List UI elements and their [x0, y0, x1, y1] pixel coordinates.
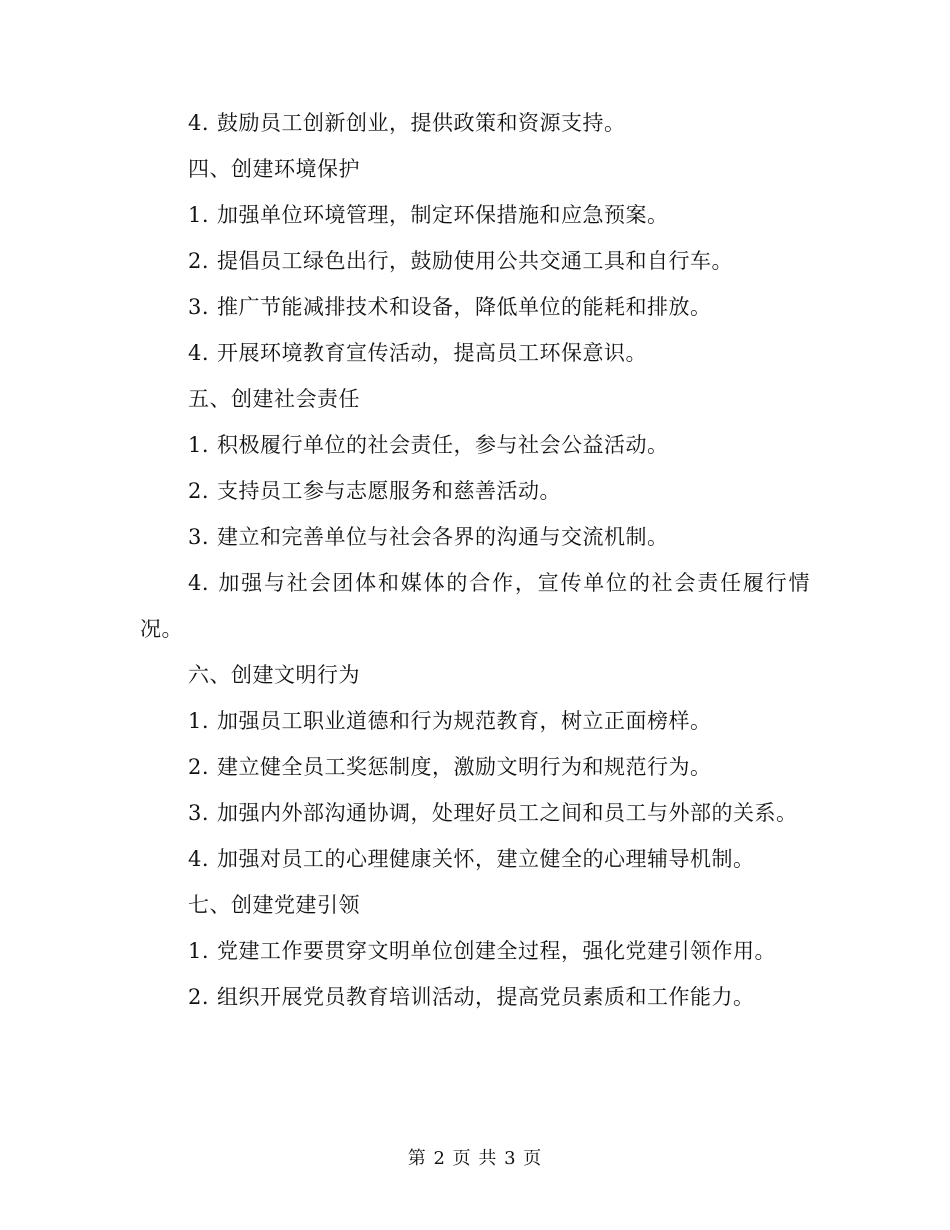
- list-item: [140, 836, 810, 882]
- list-item-number: 2.: [188, 755, 210, 779]
- section-heading-text: 五、创建社会责任: [188, 387, 360, 411]
- list-item: [140, 698, 810, 744]
- list-item-text: 鼓励员工创新创业，提供政策和资源支持。: [217, 111, 626, 135]
- list-item-text: 积极履行单位的社会责任，参与社会公益活动。: [217, 433, 669, 457]
- section-heading-text: 四、创建环境保护: [188, 157, 360, 181]
- section-heading-text: 六、创建文明行为: [188, 663, 360, 687]
- list-item: [140, 284, 810, 330]
- section-heading-text: 七、创建党建引领: [188, 893, 360, 917]
- list-item: [140, 468, 810, 514]
- list-item-number: 2.: [188, 479, 210, 503]
- list-item: [140, 744, 810, 790]
- list-item-text: 加强员工职业道德和行为规范教育，树立正面榜样。: [217, 709, 712, 733]
- section-heading: [140, 652, 810, 698]
- list-item: [140, 928, 810, 974]
- list-item-text: 加强与社会团体和媒体的合作，宣传单位的社会责任履行情况。: [140, 571, 810, 641]
- list-item: [140, 100, 810, 146]
- list-item: [140, 514, 810, 560]
- document-body: [140, 100, 810, 1020]
- list-item: [140, 422, 810, 468]
- list-item-text: 开展环境教育宣传活动，提高员工环保意识。: [217, 341, 648, 365]
- list-item-text: 建立健全员工奖惩制度，激励文明行为和规范行为。: [217, 755, 712, 779]
- list-item-number: 1.: [188, 433, 210, 457]
- section-heading: [140, 376, 810, 422]
- list-item-text: 加强单位环境管理，制定环保措施和应急预案。: [217, 203, 669, 227]
- list-item-number: 4.: [188, 111, 210, 135]
- list-item-text: 支持员工参与志愿服务和慈善活动。: [217, 479, 562, 503]
- list-item-number: 4.: [188, 847, 210, 871]
- list-item-text: 组织开展党员教育培训活动，提高党员素质和工作能力。: [217, 985, 755, 1009]
- section-heading: [140, 146, 810, 192]
- list-item: [140, 974, 810, 1020]
- list-item: [140, 330, 810, 376]
- list-item: [140, 192, 810, 238]
- list-item-number: 3.: [188, 801, 210, 825]
- page-footer: 第 2 页 共 3 页: [407, 1148, 543, 1169]
- list-item-number: 1.: [188, 203, 210, 227]
- list-item-text: 提倡员工绿色出行，鼓励使用公共交通工具和自行车。: [217, 249, 734, 273]
- list-item-number: 3.: [188, 295, 210, 319]
- list-item-number: 2.: [188, 249, 210, 273]
- list-item-number: 4.: [188, 571, 210, 595]
- list-item: [140, 790, 810, 836]
- list-item-text: 加强内外部沟通协调，处理好员工之间和员工与外部的关系。: [217, 801, 798, 825]
- list-item-text: 推广节能减排技术和设备，降低单位的能耗和排放。: [217, 295, 712, 319]
- list-item-number: 1.: [188, 939, 210, 963]
- list-item-number: 3.: [188, 525, 210, 549]
- list-item-number: 2.: [188, 985, 210, 1009]
- list-item-text: 党建工作要贯穿文明单位创建全过程，强化党建引领作用。: [217, 939, 777, 963]
- section-heading: [140, 882, 810, 928]
- list-item: [140, 238, 810, 284]
- list-item: [140, 560, 810, 652]
- list-item-number: 1.: [188, 709, 210, 733]
- list-item-text: 建立和完善单位与社会各界的沟通与交流机制。: [217, 525, 669, 549]
- list-item-text: 加强对员工的心理健康关怀，建立健全的心理辅导机制。: [217, 847, 755, 871]
- list-item-number: 4.: [188, 341, 210, 365]
